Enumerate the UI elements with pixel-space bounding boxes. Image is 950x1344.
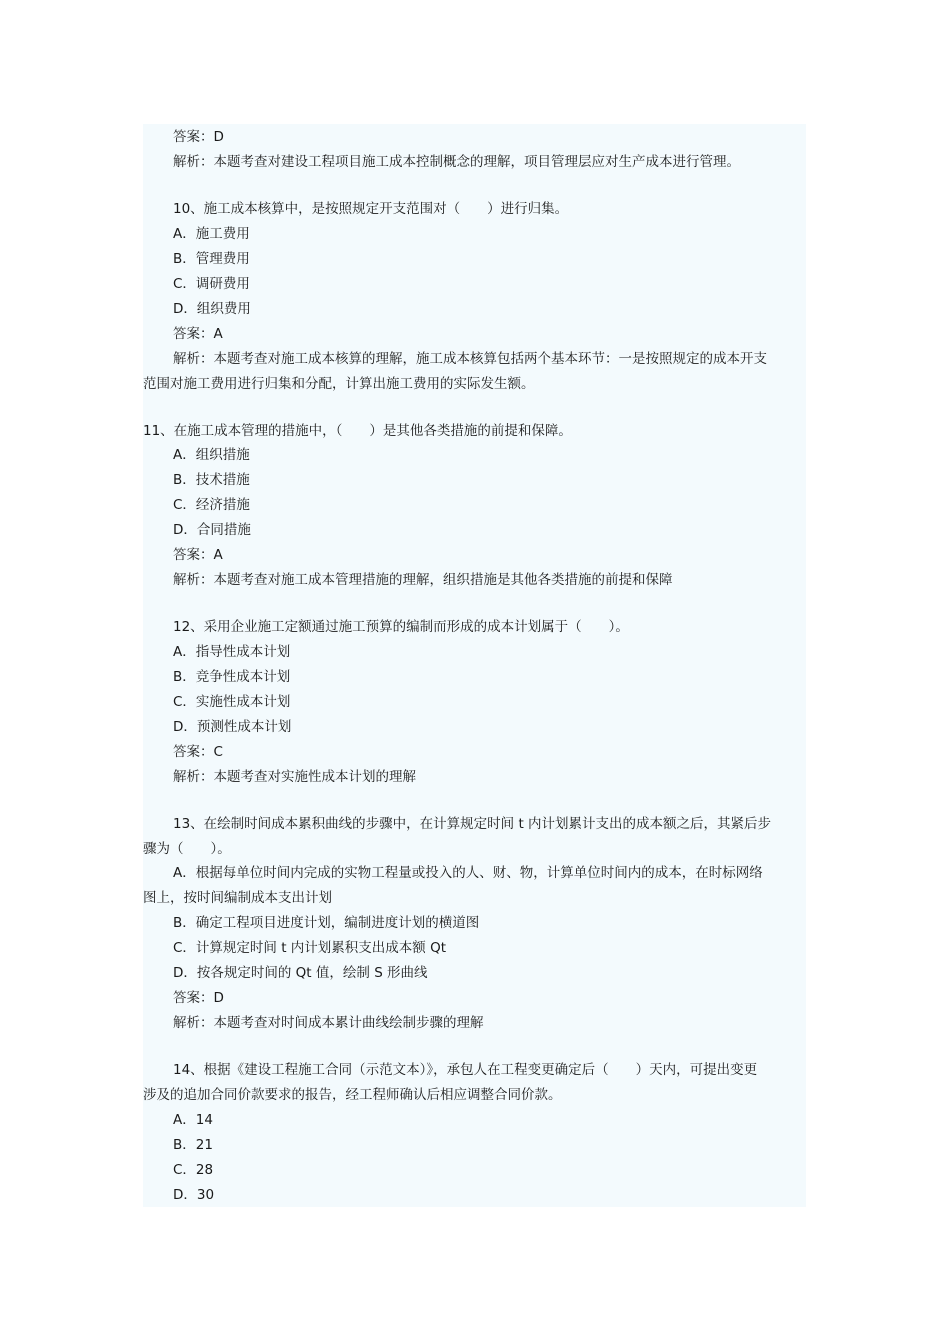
analysis-13: 解析：本题考查对时间成本累计曲线绘制步骤的理解 <box>173 1015 484 1031</box>
analysis-11: 解析：本题考查对施工成本管理措施的理解，组织措施是其他各类措施的前提和保障 <box>173 572 673 588</box>
option-11-c: C．经济措施 <box>173 497 250 513</box>
option-14-a: A．14 <box>173 1112 213 1128</box>
answer-12: 答案：C <box>173 744 223 760</box>
question-10: 10、施工成本核算中，是按照规定开支范围对（ ）进行归集。 <box>173 201 569 217</box>
option-12-d: D．预测性成本计划 <box>173 719 292 735</box>
question-14: 14、根据《建设工程施工合同（示范文本）》，承包人在工程变更确定后（ ）天内，可提出变更 <box>173 1062 758 1078</box>
option-13-c: C．计算规定时间 t 内计划累积支出成本额 Qt <box>173 940 447 956</box>
option-12-b: B．竞争性成本计划 <box>173 669 291 685</box>
option-13-a-cont: 图上，按时间编制成本支出计划 <box>143 890 332 906</box>
question-11: 11、在施工成本管理的措施中，（ ）是其他各类措施的前提和保障。 <box>143 423 572 439</box>
option-13-d: D．按各规定时间的 Qt 值，绘制 S 形曲线 <box>173 965 428 981</box>
option-10-a: A．施工费用 <box>173 226 250 242</box>
question-13-cont: 骤为（ ）。 <box>143 841 231 857</box>
analysis-10-cont: 范围对施工费用进行归集和分配，计算出施工费用的实际发生额。 <box>143 376 535 392</box>
answer-9: 答案：D <box>173 129 224 145</box>
option-12-c: C．实施性成本计划 <box>173 694 291 710</box>
option-10-d: D．组织费用 <box>173 301 251 317</box>
option-13-b: B．确定工程项目进度计划，编制进度计划的横道图 <box>173 915 480 931</box>
answer-11: 答案：A <box>173 547 223 563</box>
question-13: 13、在绘制时间成本累积曲线的步骤中，在计算规定时间 t 内计划累计支出的成本额之后，其紧后步 <box>173 816 772 832</box>
answer-10: 答案：A <box>173 326 223 342</box>
option-11-b: B．技术措施 <box>173 472 250 488</box>
answer-13: 答案：D <box>173 990 224 1006</box>
question-12: 12、采用企业施工定额通过施工预算的编制而形成的成本计划属于（ ）。 <box>173 619 629 635</box>
option-14-b: B．21 <box>173 1137 213 1153</box>
analysis-10: 解析：本题考查对施工成本核算的理解，施工成本核算包括两个基本环节：一是按照规定的成本开支 <box>173 351 767 367</box>
analysis-12: 解析：本题考查对实施性成本计划的理解 <box>173 769 416 785</box>
option-10-c: C．调研费用 <box>173 276 250 292</box>
analysis-9: 解析：本题考查对建设工程项目施工成本控制概念的理解，项目管理层应对生产成本进行管理。 <box>173 154 740 170</box>
option-14-c: C．28 <box>173 1162 214 1178</box>
option-10-b: B．管理费用 <box>173 251 250 267</box>
option-12-a: A．指导性成本计划 <box>173 644 291 660</box>
option-14-d: D．30 <box>173 1187 215 1203</box>
question-14-cont: 涉及的追加合同价款要求的报告，经工程师确认后相应调整合同价款。 <box>143 1087 562 1103</box>
option-11-d: D．合同措施 <box>173 522 251 538</box>
option-13-a: A．根据每单位时间内完成的实物工程量或投入的人、财、物，计算单位时间内的成本，在时标网络 <box>173 865 763 881</box>
option-11-a: A．组织措施 <box>173 447 250 463</box>
